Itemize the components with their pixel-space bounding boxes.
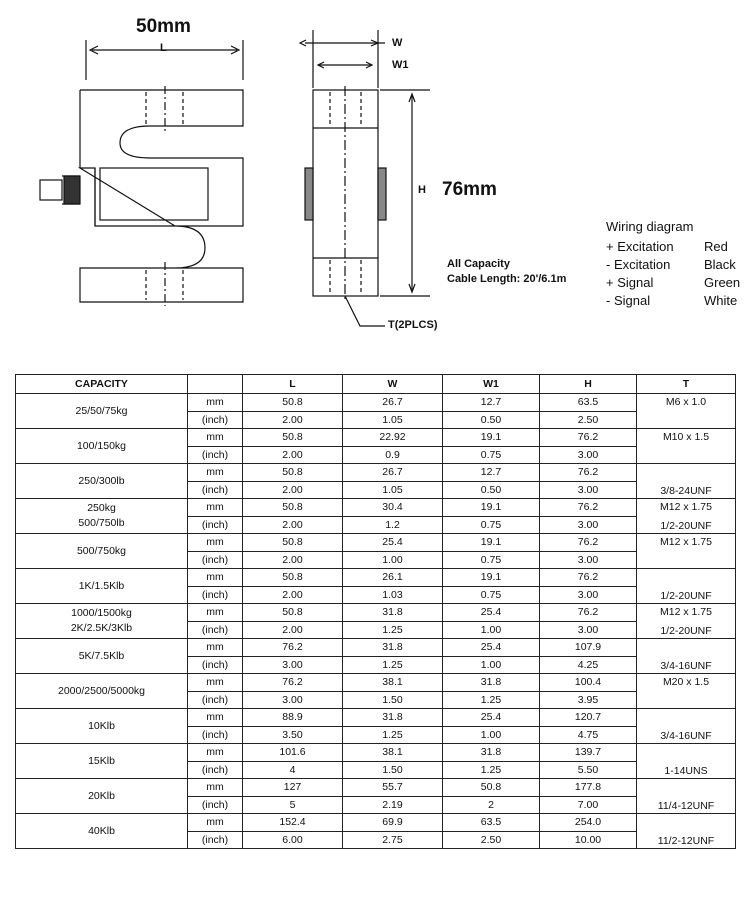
thread-cell — [637, 534, 736, 569]
value-cell: 254.0 — [540, 814, 637, 832]
header-w1: W1 — [443, 375, 540, 394]
value-cell: 7.00 — [540, 796, 637, 814]
unit-cell: mm — [188, 464, 243, 482]
unit-cell: (inch) — [188, 551, 243, 569]
unit-cell: mm — [188, 779, 243, 797]
thread-imperial: 11/2-12UNF — [657, 835, 715, 847]
value-cell: 2.00 — [243, 411, 343, 429]
value-cell: 31.8 — [343, 709, 443, 727]
header-t: T — [637, 375, 736, 394]
table-body — [16, 394, 736, 849]
wiring-title: Wiring diagram — [606, 219, 694, 234]
value-cell: 76.2 — [540, 569, 637, 587]
thread-cell — [637, 814, 736, 849]
unit-cell: mm — [188, 744, 243, 762]
capacity-label: 10Klb — [88, 719, 115, 732]
value-cell: 1.05 — [343, 481, 443, 499]
value-cell: 4.75 — [540, 726, 637, 744]
table-row — [16, 779, 736, 797]
thread-imperial: 11/4-12UNF — [657, 800, 715, 812]
table-row — [16, 604, 736, 622]
capacity-label: 5K/7.5Klb — [78, 649, 125, 662]
capacity-cell — [16, 534, 188, 569]
capacity-cell — [16, 394, 188, 429]
capacity-cell — [16, 499, 188, 534]
value-cell: 19.1 — [443, 534, 540, 552]
value-cell: 1.00 — [443, 621, 540, 639]
label-w: W — [392, 37, 403, 49]
note-line-1: All Capacity — [447, 258, 510, 270]
value-cell: 0.50 — [443, 481, 540, 499]
value-cell: 1.50 — [343, 691, 443, 709]
value-cell: 50.8 — [243, 569, 343, 587]
unit-cell: mm — [188, 709, 243, 727]
value-cell: 76.2 — [243, 674, 343, 692]
thread-imperial: 1/2-20UNF — [660, 625, 712, 637]
value-cell: 50.8 — [243, 534, 343, 552]
capacity-label: 500/750lb — [78, 517, 125, 529]
capacity-cell — [16, 779, 188, 814]
thread-imperial: 1/2-20UNF — [660, 590, 712, 602]
thread-metric: M12 x 1.75 — [660, 606, 712, 618]
value-cell: 3.50 — [243, 726, 343, 744]
value-cell: 69.9 — [343, 814, 443, 832]
label-l: L — [160, 42, 167, 54]
unit-cell: (inch) — [188, 621, 243, 639]
capacity-cell — [16, 464, 188, 499]
value-cell: 76.2 — [540, 604, 637, 622]
value-cell: 26.7 — [343, 394, 443, 412]
value-cell: 3.00 — [540, 446, 637, 464]
value-cell: 38.1 — [343, 674, 443, 692]
thread-metric: M20 x 1.5 — [662, 676, 710, 688]
unit-cell: (inch) — [188, 586, 243, 604]
value-cell: 2.00 — [243, 446, 343, 464]
value-cell: 2 — [443, 796, 540, 814]
label-w1: W1 — [392, 59, 409, 71]
capacity-cell — [16, 674, 188, 709]
value-cell: 120.7 — [540, 709, 637, 727]
wiring-color: Red — [704, 239, 728, 254]
table-header-row — [16, 375, 736, 394]
table-row — [16, 709, 736, 727]
thread-imperial: 3/4-16UNF — [660, 730, 712, 742]
value-cell: 50.8 — [243, 604, 343, 622]
value-cell: 107.9 — [540, 639, 637, 657]
value-cell: 127 — [243, 779, 343, 797]
unit-cell: mm — [188, 569, 243, 587]
value-cell: 2.00 — [243, 551, 343, 569]
value-cell: 76.2 — [540, 464, 637, 482]
header-w: W — [343, 375, 443, 394]
value-cell: 5.50 — [540, 761, 637, 779]
value-cell: 31.8 — [443, 744, 540, 762]
value-cell: 1.05 — [343, 411, 443, 429]
value-cell: 25.4 — [443, 604, 540, 622]
value-cell: 1.00 — [343, 551, 443, 569]
value-cell: 1.00 — [443, 656, 540, 674]
value-cell: 30.4 — [343, 499, 443, 517]
value-cell: 31.8 — [443, 674, 540, 692]
capacity-label: 20Klb — [88, 789, 115, 802]
label-h: H — [418, 184, 426, 196]
height-dimension-title: 76mm — [442, 179, 497, 200]
capacity-cell — [16, 569, 188, 604]
wiring-signal: + Signal — [606, 275, 654, 290]
unit-cell: (inch) — [188, 761, 243, 779]
capacity-cell — [16, 429, 188, 464]
wiring-color: White — [704, 293, 738, 308]
capacity-cell — [16, 639, 188, 674]
wiring-color: Black — [704, 257, 736, 272]
table-row — [16, 569, 736, 587]
value-cell: 88.9 — [243, 709, 343, 727]
table-row — [16, 394, 736, 412]
unit-cell: (inch) — [188, 831, 243, 849]
capacity-label: 250kg — [87, 502, 116, 514]
value-cell: 1.25 — [343, 656, 443, 674]
thread-cell — [637, 604, 736, 639]
value-cell: 63.5 — [540, 394, 637, 412]
capacity-label: 15Klb — [88, 754, 115, 767]
value-cell: 3.00 — [540, 586, 637, 604]
value-cell: 1.25 — [443, 761, 540, 779]
value-cell: 139.7 — [540, 744, 637, 762]
capacity-label: 1K/1.5Klb — [78, 579, 125, 592]
thread-cell — [637, 674, 736, 709]
value-cell: 3.00 — [540, 481, 637, 499]
table-row — [16, 814, 736, 832]
value-cell: 2.00 — [243, 621, 343, 639]
unit-cell: (inch) — [188, 411, 243, 429]
thread-imperial: 1/2-20UNF — [660, 520, 712, 532]
wiring-signal: - Excitation — [606, 257, 671, 272]
thread-imperial: 3/4-16UNF — [660, 660, 712, 672]
unit-cell: mm — [188, 814, 243, 832]
thread-cell — [637, 464, 736, 499]
value-cell: 3.00 — [243, 691, 343, 709]
value-cell: 2.00 — [243, 586, 343, 604]
thread-metric: M12 x 1.75 — [660, 536, 712, 548]
value-cell: 10.00 — [540, 831, 637, 849]
value-cell: 31.8 — [343, 604, 443, 622]
value-cell: 76.2 — [243, 639, 343, 657]
wiring-signal: + Excitation — [606, 239, 674, 254]
value-cell: 19.1 — [443, 429, 540, 447]
value-cell: 6.00 — [243, 831, 343, 849]
unit-cell: mm — [188, 394, 243, 412]
table-row — [16, 499, 736, 517]
table-row — [16, 429, 736, 447]
unit-cell: mm — [188, 604, 243, 622]
value-cell: 1.03 — [343, 586, 443, 604]
table-row — [16, 639, 736, 657]
value-cell: 3.00 — [540, 551, 637, 569]
thread-imperial: 1-14UNS — [664, 765, 708, 777]
header-h: H — [540, 375, 637, 394]
value-cell: 63.5 — [443, 814, 540, 832]
specification-table — [15, 374, 736, 849]
header-capacity: CAPACITY — [16, 375, 188, 394]
capacity-label: 2K/2.5K/3Klb — [70, 622, 133, 634]
value-cell: 3.00 — [243, 656, 343, 674]
value-cell: 100.4 — [540, 674, 637, 692]
value-cell: 1.25 — [343, 726, 443, 744]
wiring-row — [606, 256, 740, 274]
wiring-diagram — [606, 218, 740, 310]
capacity-label: 40Klb — [88, 824, 115, 837]
value-cell: 50.8 — [443, 779, 540, 797]
thread-cell — [637, 744, 736, 779]
capacity-label: 25/50/75kg — [75, 404, 128, 417]
value-cell: 50.8 — [243, 499, 343, 517]
value-cell: 2.00 — [243, 516, 343, 534]
value-cell: 0.75 — [443, 551, 540, 569]
wiring-row — [606, 292, 740, 310]
thread-imperial: 3/8-24UNF — [660, 485, 712, 497]
thread-metric: M6 x 1.0 — [665, 396, 707, 408]
value-cell: 1.00 — [443, 726, 540, 744]
value-cell: 0.75 — [443, 446, 540, 464]
value-cell: 12.7 — [443, 394, 540, 412]
value-cell: 76.2 — [540, 499, 637, 517]
value-cell: 101.6 — [243, 744, 343, 762]
value-cell: 3.00 — [540, 516, 637, 534]
unit-cell: (inch) — [188, 656, 243, 674]
thread-cell — [637, 499, 736, 534]
value-cell: 26.7 — [343, 464, 443, 482]
value-cell: 50.8 — [243, 464, 343, 482]
value-cell: 3.00 — [540, 621, 637, 639]
value-cell: 1.25 — [443, 691, 540, 709]
value-cell: 31.8 — [343, 639, 443, 657]
wiring-row — [606, 238, 740, 256]
unit-cell: mm — [188, 429, 243, 447]
value-cell: 1.50 — [343, 761, 443, 779]
value-cell: 2.75 — [343, 831, 443, 849]
value-cell: 1.2 — [343, 516, 443, 534]
thread-cell — [637, 429, 736, 464]
header-unit — [188, 375, 243, 394]
unit-cell: (inch) — [188, 796, 243, 814]
note-line-2: Cable Length: 20'/6.1m — [447, 273, 567, 285]
value-cell: 2.19 — [343, 796, 443, 814]
capacity-label: 2000/2500/5000kg — [58, 684, 145, 697]
wiring-row — [606, 274, 740, 292]
header-l: L — [243, 375, 343, 394]
thread-cell — [637, 569, 736, 604]
value-cell: 4.25 — [540, 656, 637, 674]
capacity-label: 100/150kg — [76, 439, 127, 452]
thread-metric: M12 x 1.75 — [660, 501, 712, 513]
unit-cell: mm — [188, 534, 243, 552]
value-cell: 3.95 — [540, 691, 637, 709]
wiring-signal: - Signal — [606, 293, 651, 308]
width-dimension-title: 50mm — [136, 16, 191, 37]
value-cell: 19.1 — [443, 499, 540, 517]
value-cell: 0.75 — [443, 516, 540, 534]
value-cell: 19.1 — [443, 569, 540, 587]
value-cell: 1.25 — [343, 621, 443, 639]
label-t: T(2PLCS) — [388, 319, 438, 331]
value-cell: 76.2 — [540, 429, 637, 447]
capacity-cell — [16, 709, 188, 744]
unit-cell: (inch) — [188, 726, 243, 744]
value-cell: 25.4 — [443, 639, 540, 657]
value-cell: 26.1 — [343, 569, 443, 587]
value-cell: 38.1 — [343, 744, 443, 762]
wiring-color: Green — [704, 275, 741, 290]
value-cell: 2.50 — [540, 411, 637, 429]
value-cell: 50.8 — [243, 394, 343, 412]
capacity-cell — [16, 744, 188, 779]
value-cell: 2.50 — [443, 831, 540, 849]
value-cell: 4 — [243, 761, 343, 779]
value-cell: 76.2 — [540, 534, 637, 552]
value-cell: 22.92 — [343, 429, 443, 447]
unit-cell: (inch) — [188, 516, 243, 534]
capacity-cell — [16, 814, 188, 849]
capacity-label: 1000/1500kg — [71, 607, 132, 619]
value-cell: 5 — [243, 796, 343, 814]
value-cell: 0.50 — [443, 411, 540, 429]
value-cell: 2.00 — [243, 481, 343, 499]
thread-cell — [637, 639, 736, 674]
capacity-cell — [16, 604, 188, 639]
value-cell: 25.4 — [343, 534, 443, 552]
unit-cell: (inch) — [188, 446, 243, 464]
thread-cell — [637, 394, 736, 429]
value-cell: 0.9 — [343, 446, 443, 464]
capacity-note — [447, 257, 566, 287]
value-cell: 55.7 — [343, 779, 443, 797]
value-cell: 50.8 — [243, 429, 343, 447]
table-row — [16, 464, 736, 482]
thread-cell — [637, 709, 736, 744]
value-cell: 25.4 — [443, 709, 540, 727]
unit-cell: mm — [188, 674, 243, 692]
unit-cell: mm — [188, 639, 243, 657]
capacity-label: 500/750kg — [76, 544, 127, 557]
value-cell: 0.75 — [443, 586, 540, 604]
table-row — [16, 534, 736, 552]
table-row — [16, 674, 736, 692]
table-row — [16, 744, 736, 762]
value-cell: 152.4 — [243, 814, 343, 832]
unit-cell: (inch) — [188, 691, 243, 709]
unit-cell: (inch) — [188, 481, 243, 499]
thread-cell — [637, 779, 736, 814]
capacity-label: 250/300lb — [78, 474, 125, 487]
unit-cell: mm — [188, 499, 243, 517]
value-cell: 177.8 — [540, 779, 637, 797]
thread-metric: M10 x 1.5 — [662, 431, 710, 443]
value-cell: 12.7 — [443, 464, 540, 482]
